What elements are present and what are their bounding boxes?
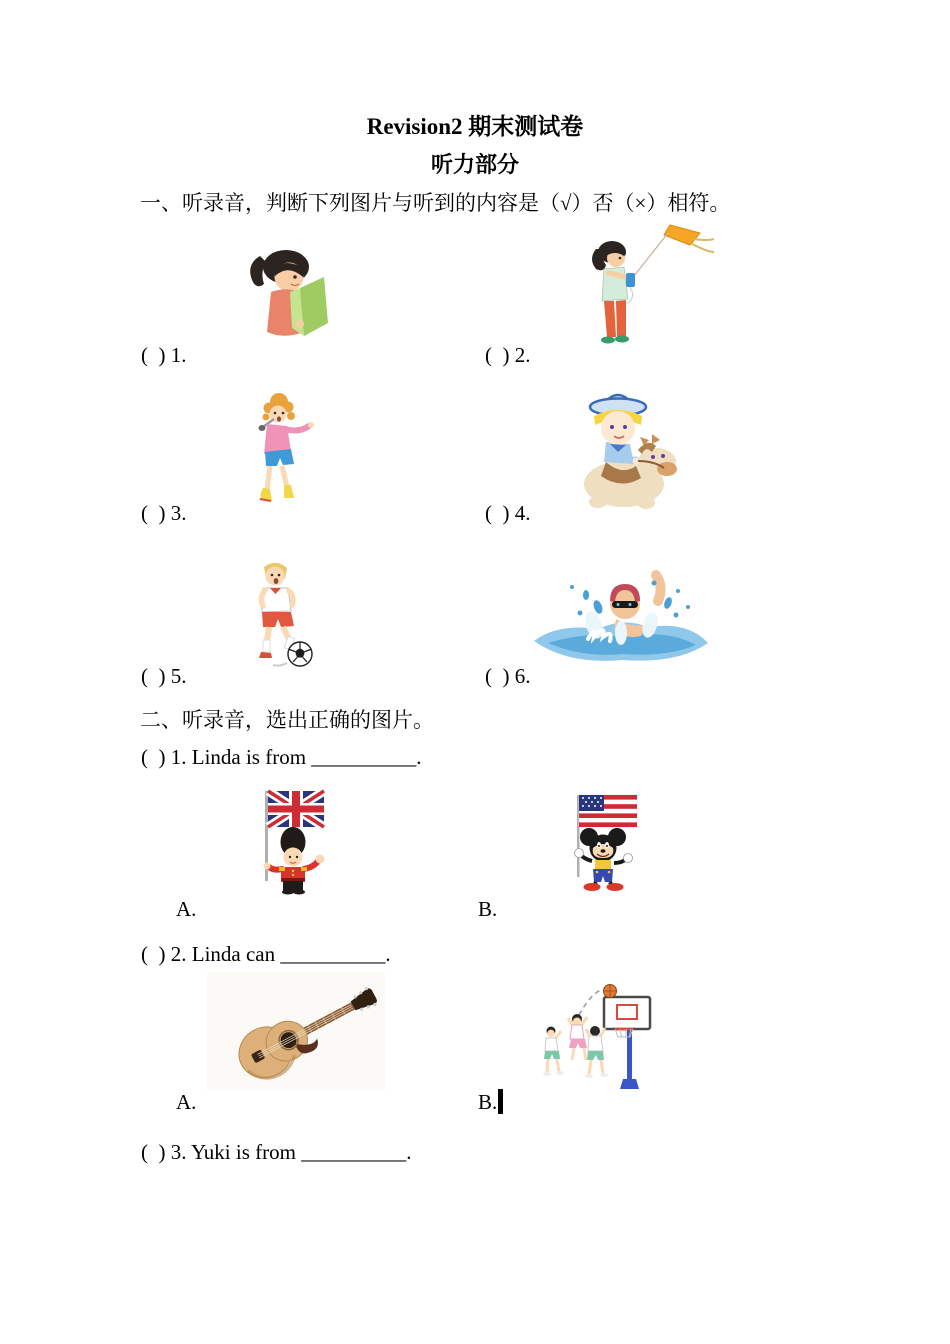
q2-option-a-label: A. [176,1090,197,1114]
boy-riding-horse-image [572,384,680,510]
listening-section-title: 听力部分 [430,152,519,177]
boy-playing-football-image [237,558,319,668]
item-3-label: ( ) 3. [141,501,187,525]
q1-prompt: ( ) 1. Linda is from __________. [141,745,422,769]
item-6-label: ( ) 6. [485,664,531,688]
q2-option-b-text: B. [478,1090,498,1114]
girl-reading-book-image [240,244,336,344]
item-4-label: ( ) 4. [485,501,531,525]
kids-playing-basketball-image [533,973,663,1092]
section2-heading: 二、听录音，选出正确的图片。 [140,708,434,732]
item-5-label: ( ) 5. [141,664,187,688]
q1-option-a-label: A. [176,897,197,921]
acoustic-guitar-image [207,972,385,1090]
text-caret [498,1089,503,1114]
uk-guard-with-union-jack-flag-image [246,785,336,895]
q2-option-b-label [478,1089,503,1115]
boy-swimming-image [528,567,714,671]
q3-prompt: ( ) 3. Yuki is from __________. [141,1140,412,1164]
mickey-mouse-with-us-flag-image [552,787,654,891]
q1-option-b-label: B. [478,897,498,921]
girl-flying-kite-image [578,219,714,357]
q2-prompt: ( ) 2. Linda can __________. [141,942,391,966]
item-1-label: ( ) 1. [141,343,187,367]
item-2-label: ( ) 2. [485,343,531,367]
girl-singing-image [236,390,328,507]
page-title: Revision2 期末测试卷 [366,114,584,139]
section1-heading: 一、听录音，判断下列图片与听到的内容是（√）否（×）相符。 [140,191,731,215]
